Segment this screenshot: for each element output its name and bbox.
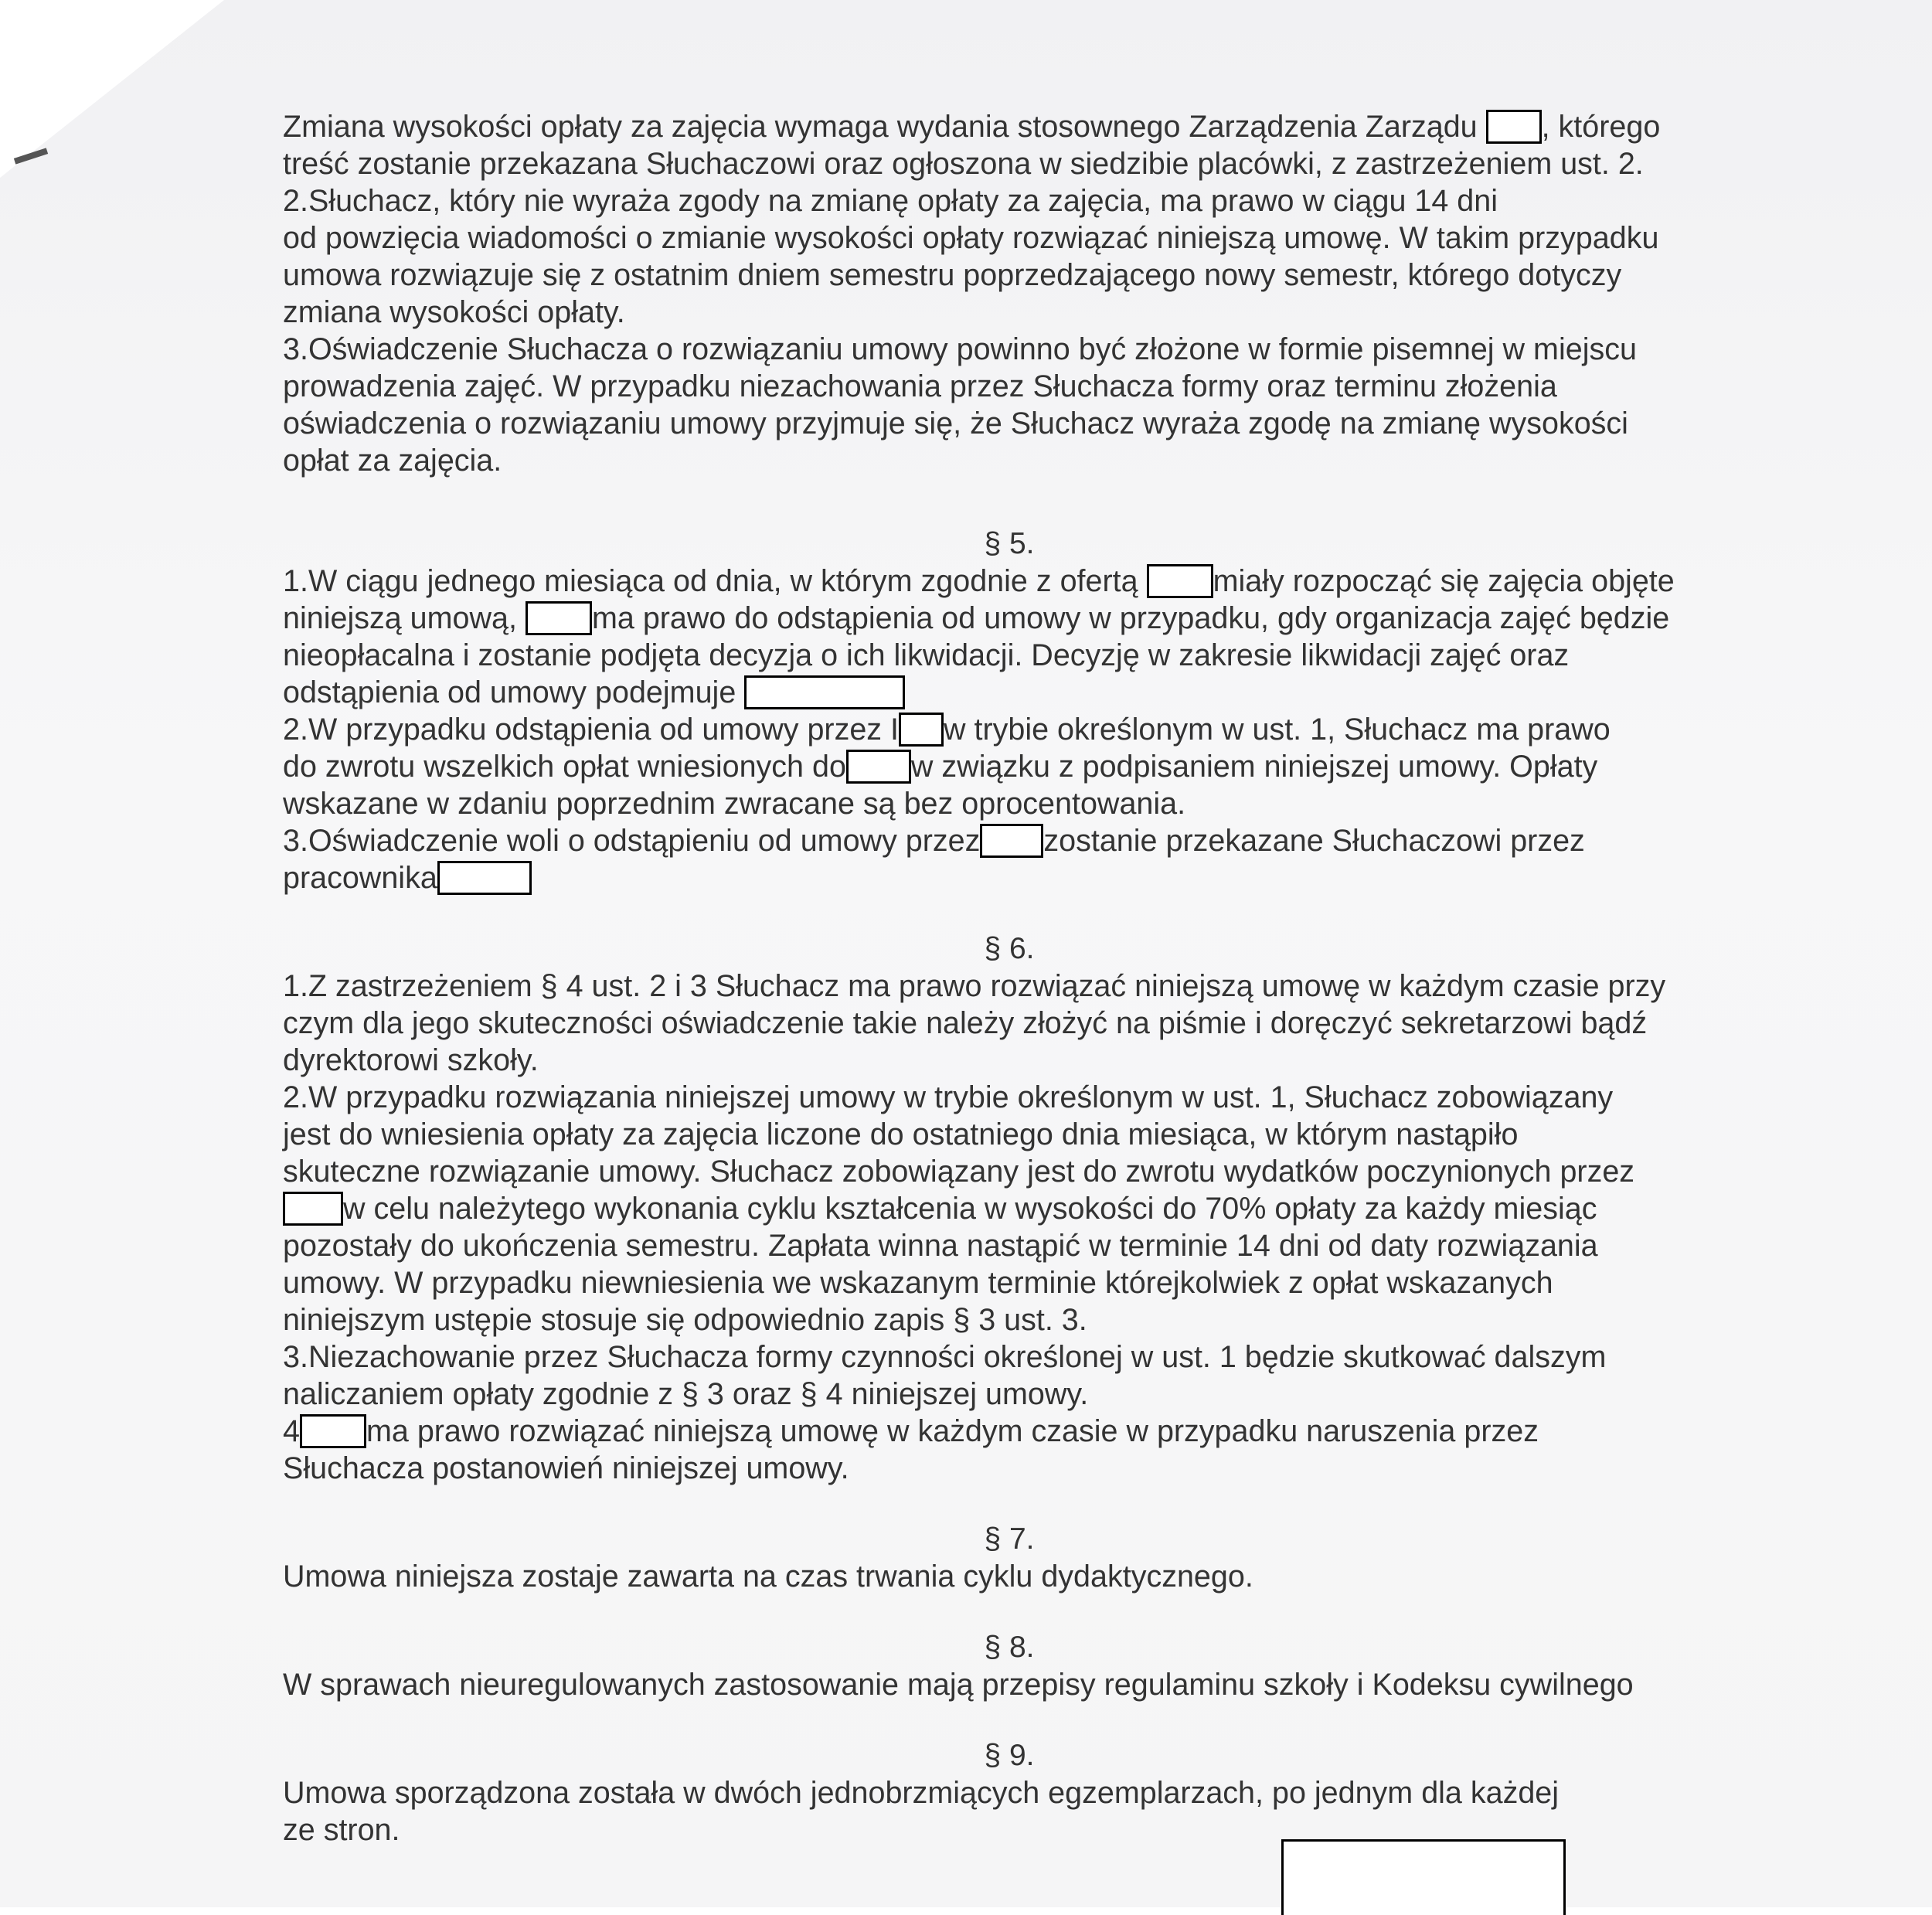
- redaction-box: [300, 1414, 366, 1448]
- text-line: treść zostanie przekazana Słuchaczowi oraz ogłoszona w siedzibie placówki, z zastrzeżeniem ust. 2.: [283, 147, 1644, 181]
- text-line: 3.Oświadczenie woli o odstąpieniu od umowy przez zostanie przekazane Słuchaczowi przez: [283, 824, 1585, 858]
- redaction-box: [526, 601, 592, 635]
- section-9-text: Umowa sporządzona została w dwóch jednobrzmiących egzemplarzach, po jednym dla każdej: [283, 1776, 1560, 1810]
- text-line: naliczaniem opłaty zgodnie z § 3 oraz § 4 niniejszej umowy.: [283, 1377, 1089, 1411]
- section-5-body: [283, 563, 1751, 896]
- text-line: dyrektorowi szkoły.: [283, 1043, 539, 1077]
- text-line: prowadzenia zajęć. W przypadku niezachowania przez Słuchacza formy oraz terminu złożenia: [283, 369, 1557, 403]
- text-line: od powzięcia wiadomości o zmianie wysokości opłaty rozwiązać niniejszą umowę. W takim przypadku: [283, 221, 1659, 255]
- text-line: do zwrotu wszelkich opłat wniesionych do w związku z podpisaniem niniejszej umowy. Opłaty: [283, 750, 1598, 784]
- redaction-box: [283, 1192, 343, 1226]
- section-4-continuation: [283, 108, 1751, 479]
- text-line: Zmiana wysokości opłaty za zajęcia wymaga wydania stosownego Zarządzenia Zarządu , którego: [283, 110, 1661, 144]
- text-line: umowa rozwiązuje się z ostatnim dniem semestru poprzedzającego nowy semestr, którego dotyczy: [283, 258, 1622, 292]
- text-line: umowy. W przypadku niewniesienia we wskazanym terminie którejkolwiek z opłat wskazanych: [283, 1266, 1553, 1300]
- redaction-box: [980, 824, 1043, 858]
- text-line: 2.Słuchacz, który nie wyraża zgody na zmianę opłaty za zajęcia, ma prawo w ciągu 14 dni: [283, 184, 1498, 218]
- redaction-box: [1147, 564, 1213, 598]
- section-8-text: W sprawach nieuregulowanych zastosowanie mają przepisy regulaminu szkoły i Kodeksu cywilnego: [283, 1668, 1634, 1702]
- text-line: 4 ma prawo rozwiązać niniejszą umowę w każdym czasie w przypadku naruszenia przez: [283, 1414, 1539, 1448]
- section-6-body: [283, 968, 1751, 1487]
- text-line: 2.W przypadku odstąpienia od umowy przez I w trybie określonym w ust. 1, Słuchacz ma prawo: [283, 713, 1611, 747]
- section-6-heading: § 6.: [984, 932, 1035, 965]
- text-line: 1.W ciągu jednego miesiąca od dnia, w którym zgodnie z ofertą miały rozpocząć się zajęcia objęte: [283, 564, 1675, 598]
- section-7-text: Umowa niniejsza zostaje zawarta na czas trwania cyklu dydaktycznego.: [283, 1560, 1253, 1594]
- section-7-heading: § 7.: [984, 1522, 1035, 1556]
- text-line: 3.Oświadczenie Słuchacza o rozwiązaniu umowy powinno być złożone w formie pisemnej w miejscu: [283, 332, 1637, 366]
- signature-redaction-box: [1281, 1839, 1566, 1915]
- text-line: 3.Niezachowanie przez Słuchacza formy czynności określonej w ust. 1 będzie skutkować dalszym: [283, 1340, 1607, 1374]
- text-line: Słuchacza postanowień niniejszej umowy.: [283, 1451, 849, 1485]
- text-line: wskazane w zdaniu poprzednim zwracane są bez oprocentowania.: [283, 787, 1186, 821]
- redaction-box: [744, 675, 905, 709]
- text-line: odstąpienia od umowy podejmuje: [283, 674, 1751, 711]
- text-line: pozostały do ukończenia semestru. Zapłata winna nastąpić w terminie 14 dni od daty rozwiązania: [283, 1229, 1598, 1263]
- text-line: pracownika: [283, 859, 1751, 896]
- text-line: w celu należytego wykonania cyklu kształcenia w wysokości do 70% opłaty za każdy miesiąc: [283, 1190, 1751, 1227]
- section-9-heading: § 9.: [984, 1739, 1035, 1772]
- text-line: jest do wniesienia opłaty za zajęcia liczone do ostatniego dnia miesiąca, w którym nastąpiło: [283, 1117, 1519, 1151]
- text-line: skuteczne rozwiązanie umowy. Słuchacz zobowiązany jest do zwrotu wydatków poczynionych przez: [283, 1155, 1635, 1189]
- text-line: 1.Z zastrzeżeniem § 4 ust. 2 i 3 Słuchacz ma prawo rozwiązać niniejszą umowę w każdym czasie przy: [283, 969, 1666, 1003]
- redaction-box: [899, 713, 944, 747]
- section-5-heading: § 5.: [984, 527, 1035, 560]
- text-line: niniejszym ustępie stosuje się odpowiednio zapis § 3 ust. 3.: [283, 1303, 1087, 1337]
- document-body: [283, 108, 1751, 1849]
- text-line: nieopłacalna i zostanie podjęta decyzja o ich likwidacji. Decyzję w zakresie likwidacji zajęć oraz: [283, 638, 1570, 672]
- redaction-box: [437, 861, 532, 895]
- text-line: niniejszą umową, ma prawo do odstąpienia od umowy w przypadku, gdy organizacja zajęć będzie: [283, 601, 1670, 635]
- text-line: zmiana wysokości opłaty.: [283, 295, 625, 329]
- section-9-text: ze stron.: [283, 1813, 400, 1847]
- text-line: opłat za zajęcia.: [283, 444, 502, 478]
- redaction-box: [1486, 110, 1542, 144]
- text-line: oświadczenia o rozwiązaniu umowy przyjmuje się, że Słuchacz wyraża zgodę na zmianę wysokości: [283, 406, 1628, 440]
- text-line: 2.W przypadku rozwiązania niniejszej umowy w trybie określonym w ust. 1, Słuchacz zobowiązany: [283, 1080, 1614, 1114]
- section-8-heading: § 8.: [984, 1631, 1035, 1664]
- text-line: czym dla jego skuteczności oświadczenie takie należy złożyć na piśmie i doręczyć sekretarzowi bądź: [283, 1006, 1648, 1040]
- redaction-box: [846, 750, 911, 784]
